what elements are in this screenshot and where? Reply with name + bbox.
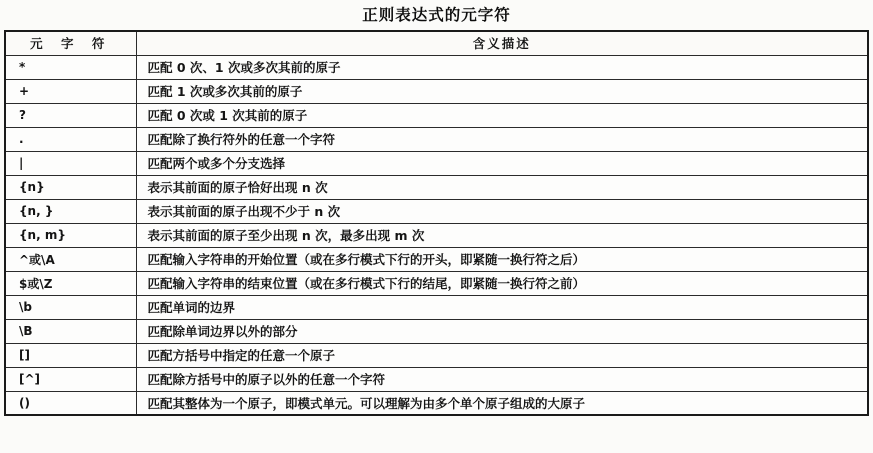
description-cell: 匹配单词的边界 bbox=[136, 295, 868, 319]
metacharacter-cell: * bbox=[5, 55, 136, 79]
table-row bbox=[5, 295, 868, 319]
table-row bbox=[5, 343, 868, 367]
table-row bbox=[5, 319, 868, 343]
metacharacter-cell: [] bbox=[5, 343, 136, 367]
metacharacter-cell: ? bbox=[5, 103, 136, 127]
metacharacter-cell: ^或\A bbox=[5, 247, 136, 271]
description-cell: 匹配方括号中指定的任意一个原子 bbox=[136, 343, 868, 367]
description-cell: 匹配 0 次或 1 次其前的原子 bbox=[136, 103, 868, 127]
table-row bbox=[5, 271, 868, 295]
table-row bbox=[5, 175, 868, 199]
table-row bbox=[5, 367, 868, 391]
description-cell: 匹配 0 次、1 次或多次其前的原子 bbox=[136, 55, 868, 79]
metacharacter-cell: {n} bbox=[5, 175, 136, 199]
description-cell: 匹配除了换行符外的任意一个字符 bbox=[136, 127, 868, 151]
metacharacter-cell: [^] bbox=[5, 367, 136, 391]
table-row bbox=[5, 223, 868, 247]
metacharacter-cell: | bbox=[5, 151, 136, 175]
table-row bbox=[5, 103, 868, 127]
description-cell: 匹配除方括号中的原子以外的任意一个字符 bbox=[136, 367, 868, 391]
description-cell: 表示其前面的原子出现不少于 n 次 bbox=[136, 199, 868, 223]
metacharacter-cell: () bbox=[5, 391, 136, 415]
table-row bbox=[5, 55, 868, 79]
metacharacter-table bbox=[4, 30, 869, 416]
description-cell: 匹配两个或多个分支选择 bbox=[136, 151, 868, 175]
metacharacter-cell: {n, } bbox=[5, 199, 136, 223]
table-row bbox=[5, 151, 868, 175]
description-cell: 匹配 1 次或多次其前的原子 bbox=[136, 79, 868, 103]
metacharacter-cell: {n, m} bbox=[5, 223, 136, 247]
table-row bbox=[5, 199, 868, 223]
description-cell: 匹配输入字符串的结束位置（或在多行模式下行的结尾，即紧随一换行符之前） bbox=[136, 271, 868, 295]
description-cell: 匹配输入字符串的开始位置（或在多行模式下行的开头，即紧随一换行符之后） bbox=[136, 247, 868, 271]
table-row bbox=[5, 391, 868, 415]
table-row bbox=[5, 127, 868, 151]
description-cell: 匹配除单词边界以外的部分 bbox=[136, 319, 868, 343]
description-cell: 表示其前面的原子至少出现 n 次，最多出现 m 次 bbox=[136, 223, 868, 247]
table-row bbox=[5, 79, 868, 103]
metacharacter-cell: \B bbox=[5, 319, 136, 343]
description-cell: 匹配其整体为一个原子，即模式单元。可以理解为由多个单个原子组成的大原子 bbox=[136, 391, 868, 415]
metacharacter-cell: + bbox=[5, 79, 136, 103]
header-cell-metacharacter: 元 字 符 bbox=[5, 31, 136, 55]
metacharacter-cell: $或\Z bbox=[5, 271, 136, 295]
header-cell-description: 含义描述 bbox=[136, 31, 868, 55]
metacharacter-cell: . bbox=[5, 127, 136, 151]
description-cell: 表示其前面的原子恰好出现 n 次 bbox=[136, 175, 868, 199]
table-row bbox=[5, 247, 868, 271]
metacharacter-cell: \b bbox=[5, 295, 136, 319]
page-title: 正则表达式的元字符 bbox=[362, 6, 511, 24]
table-header-row bbox=[5, 31, 868, 55]
